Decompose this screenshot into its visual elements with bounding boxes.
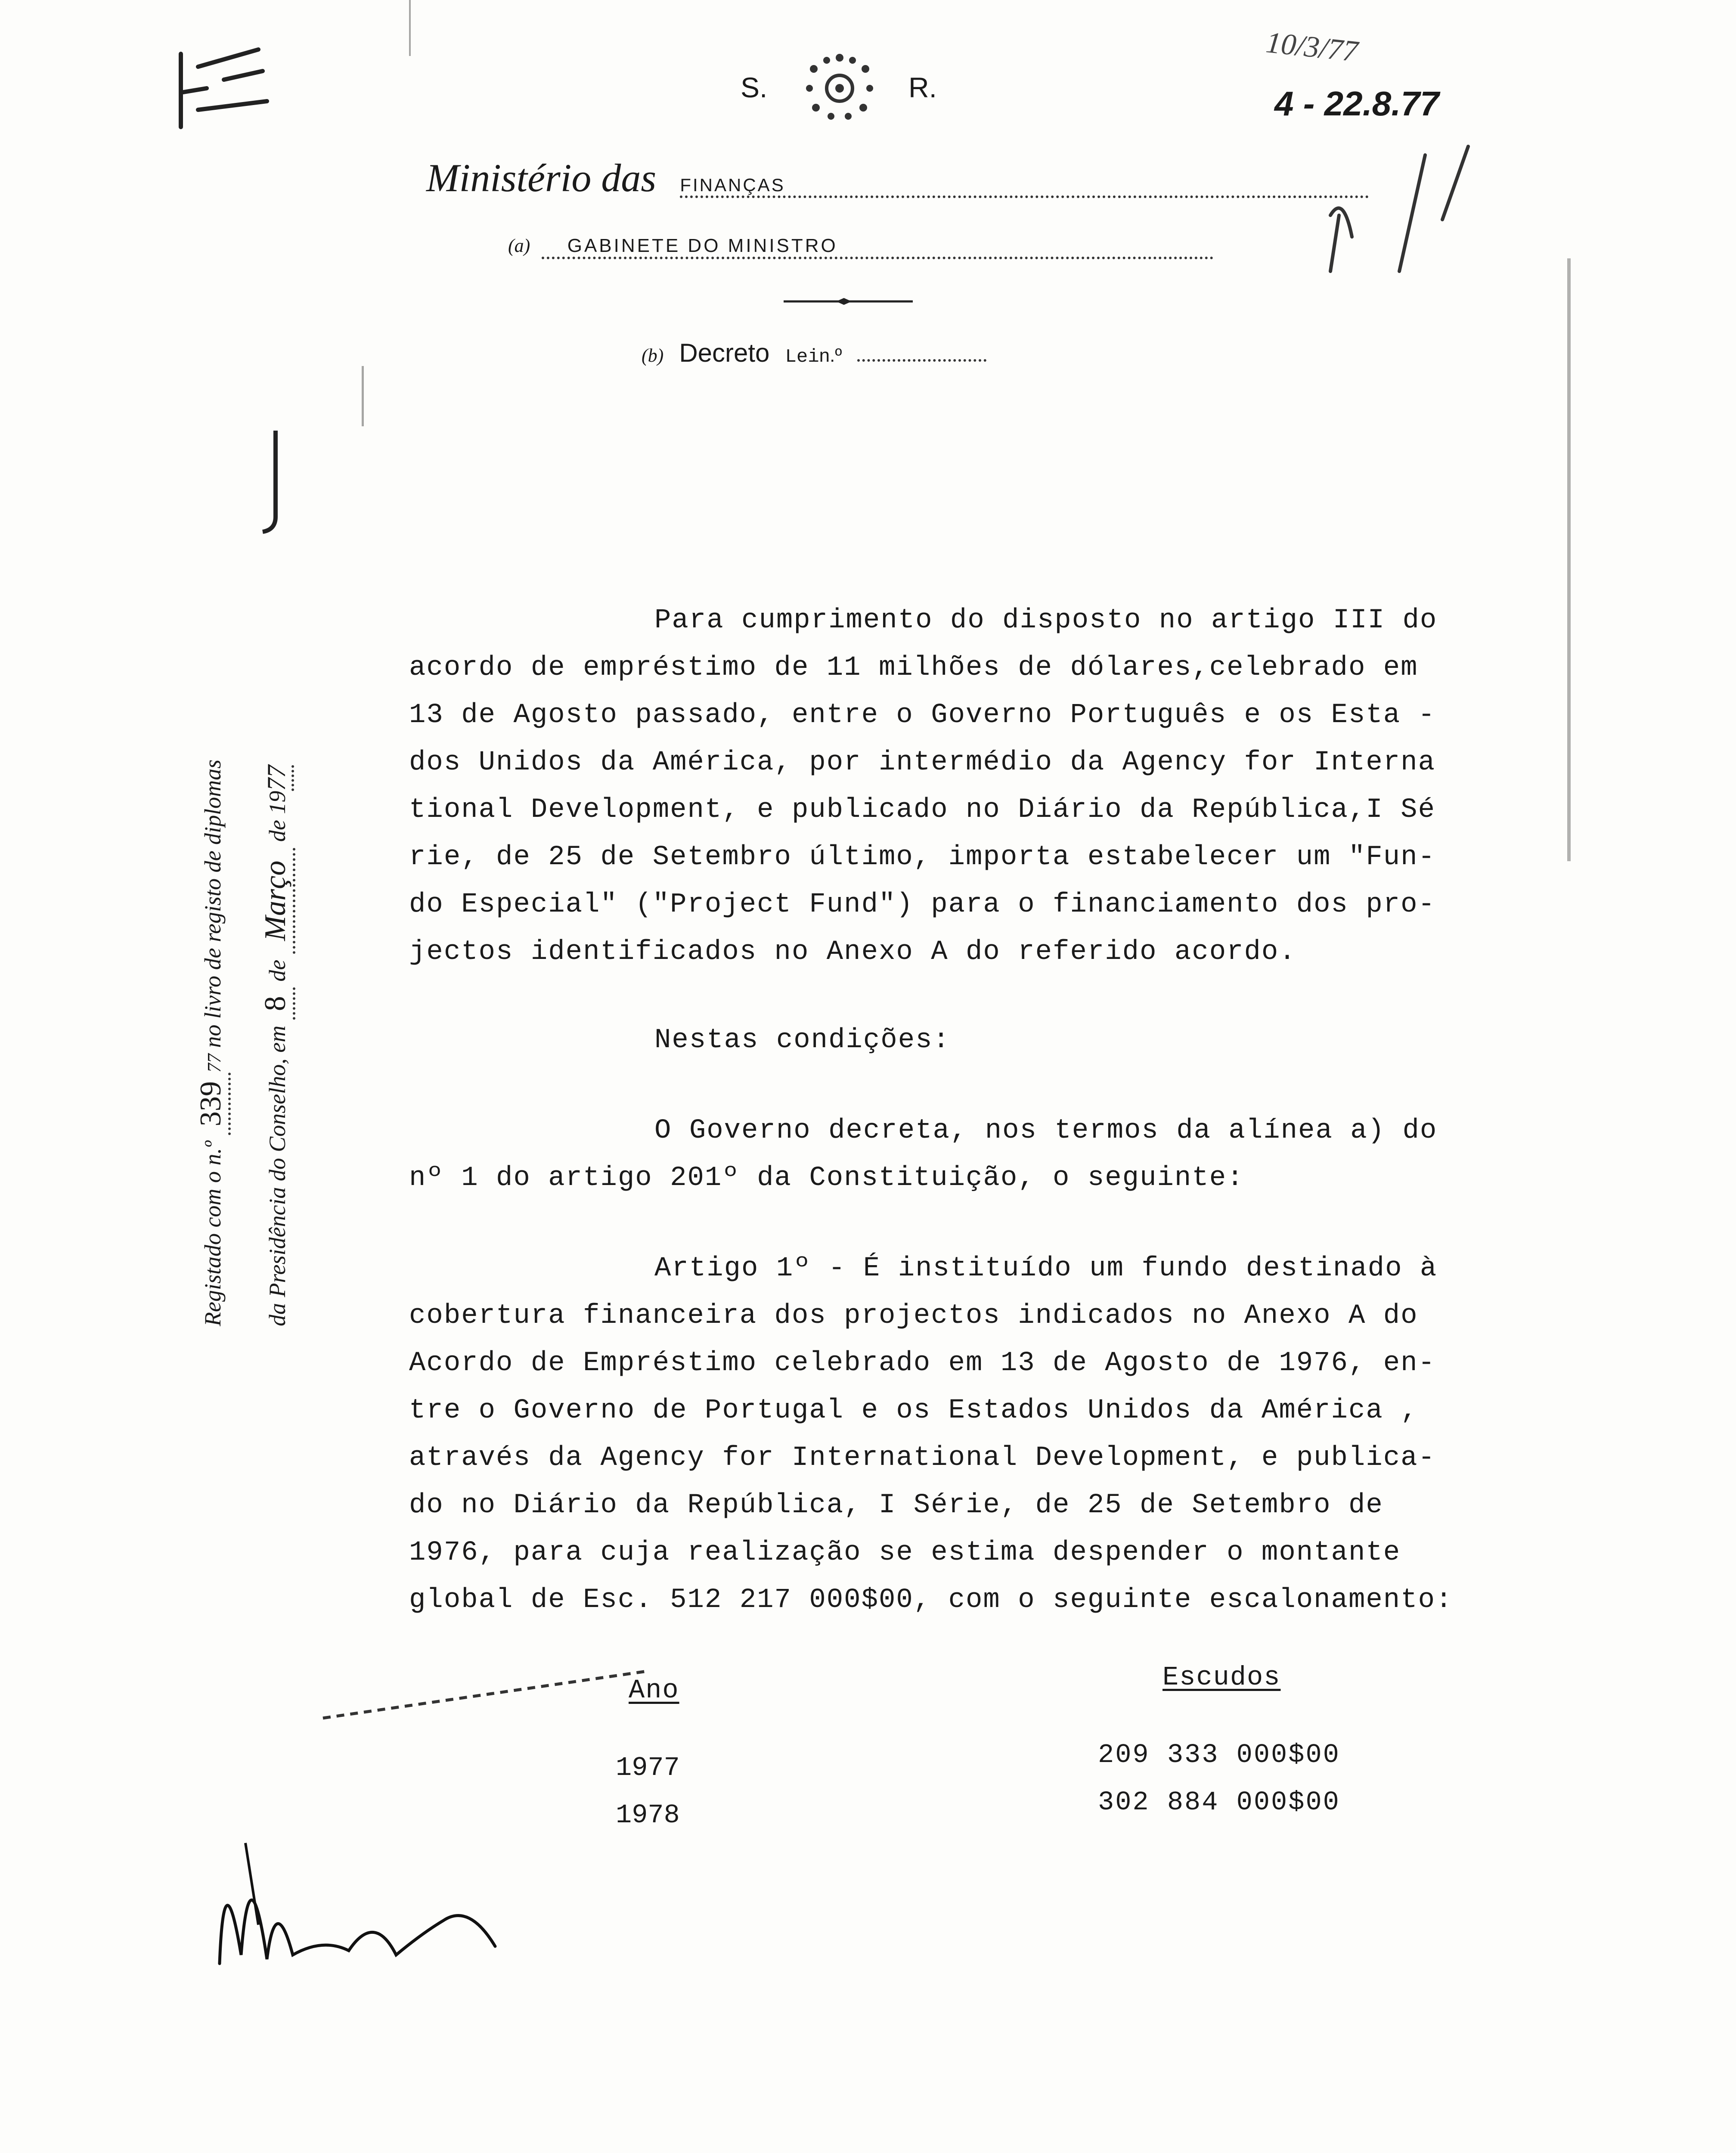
table-row-year-2: 1978 — [616, 1800, 680, 1830]
para1-line2: acordo de empréstimo de 11 milhões de dólares,celebrado em — [409, 652, 1418, 683]
para1-line3: 13 de Agosto passado, entre o Governo Português e os Esta - — [409, 700, 1435, 731]
handwritten-date-note: 10/3/77 — [1264, 26, 1360, 68]
article1-line3: Acordo de Empréstimo celebrado em 13 de Agosto de 1976, en- — [409, 1348, 1435, 1379]
table-header-year: Ano — [629, 1675, 679, 1706]
para3-line1: O Governo decreta, nos termos da alínea a) do — [654, 1115, 1438, 1146]
margin-bracket-mark — [258, 431, 293, 534]
article1-line2: cobertura financeira dos projectos indicados no Anexo A do — [409, 1300, 1418, 1331]
ministry-name: FINANÇAS — [680, 175, 1369, 198]
scan-artifact-line — [1567, 258, 1571, 861]
office-prefix: (a) — [508, 235, 530, 256]
article1-line8: global de Esc. 512 217 000$00, com o seguinte escalonamento: — [409, 1585, 1453, 1616]
para1-line7: do Especial" ("Project Fund") para o financiamento dos pro- — [409, 889, 1435, 920]
decree-number-suffix: n.º — [819, 345, 842, 366]
ministry-line — [426, 155, 1369, 203]
handwritten-reference: 4 - 22.8.77 — [1274, 84, 1439, 123]
dashed-pen-line — [319, 1662, 654, 1722]
para2-text: Nestas condições: — [654, 1025, 950, 1056]
emblem-right-letter: R. — [908, 71, 937, 103]
margin-registration-line2: da Presidência do Conselho, em 8 de Março de 1977 — [258, 765, 295, 1326]
ministry-prefix: Ministério das — [426, 156, 657, 200]
emblem-left-letter: S. — [741, 71, 768, 103]
handwritten-signature — [194, 1826, 521, 1989]
office-name: GABINETE DO MINISTRO — [542, 235, 1213, 259]
scan-artifact-line — [409, 0, 411, 56]
decree-type: Lei — [785, 346, 819, 368]
decree-label: Decreto — [679, 338, 770, 367]
article1-line5: através da Agency for International Development, e publica- — [409, 1443, 1435, 1474]
margin-registration-line1: Registado com o n.º 33977 no livro de registo de diplomas — [194, 760, 231, 1326]
table-row-year-1: 1977 — [616, 1753, 680, 1783]
decree-number-blank — [857, 359, 986, 362]
table-header-amount: Escudos — [1162, 1662, 1281, 1693]
scan-artifact-line — [362, 366, 364, 426]
republic-emblem-icon — [797, 52, 883, 125]
corner-stamp-mark — [172, 41, 271, 140]
handwritten-initials-scribble — [1313, 129, 1494, 293]
table-row-amount-2: 302 884 000$00 — [1098, 1787, 1340, 1818]
table-row-amount-1: 209 333 000$00 — [1098, 1740, 1340, 1770]
article1-line6: do no Diário da República, I Série, de 25 de Setembro de — [409, 1490, 1383, 1521]
decree-prefix: (b) — [642, 345, 664, 366]
para3-line2: nº 1 do artigo 201º da Constituição, o seguinte: — [409, 1163, 1244, 1194]
office-line — [508, 235, 1213, 259]
para1-line1: Para cumprimento do disposto no artigo III do — [654, 605, 1438, 636]
article1-line7: 1976, para cuja realização se estima despender o montante — [409, 1537, 1401, 1568]
decree-line — [642, 338, 986, 370]
para1-line5: tional Development, e publicado no Diário da República,I Sé — [409, 794, 1435, 825]
para1-line4: dos Unidos da América, por intermédio da Agency for Interna — [409, 747, 1435, 778]
article1-line1: Artigo 1º - É instituído um fundo destinado à — [654, 1253, 1438, 1284]
article1-line4: tre o Governo de Portugal e os Estados Unidos da América , — [409, 1395, 1418, 1426]
para1-line8: jectos identificados no Anexo A do referido acordo. — [409, 937, 1296, 968]
header-divider — [784, 297, 913, 306]
para1-line6: rie, de 25 de Setembro último, importa estabelecer um "Fun- — [409, 842, 1435, 873]
